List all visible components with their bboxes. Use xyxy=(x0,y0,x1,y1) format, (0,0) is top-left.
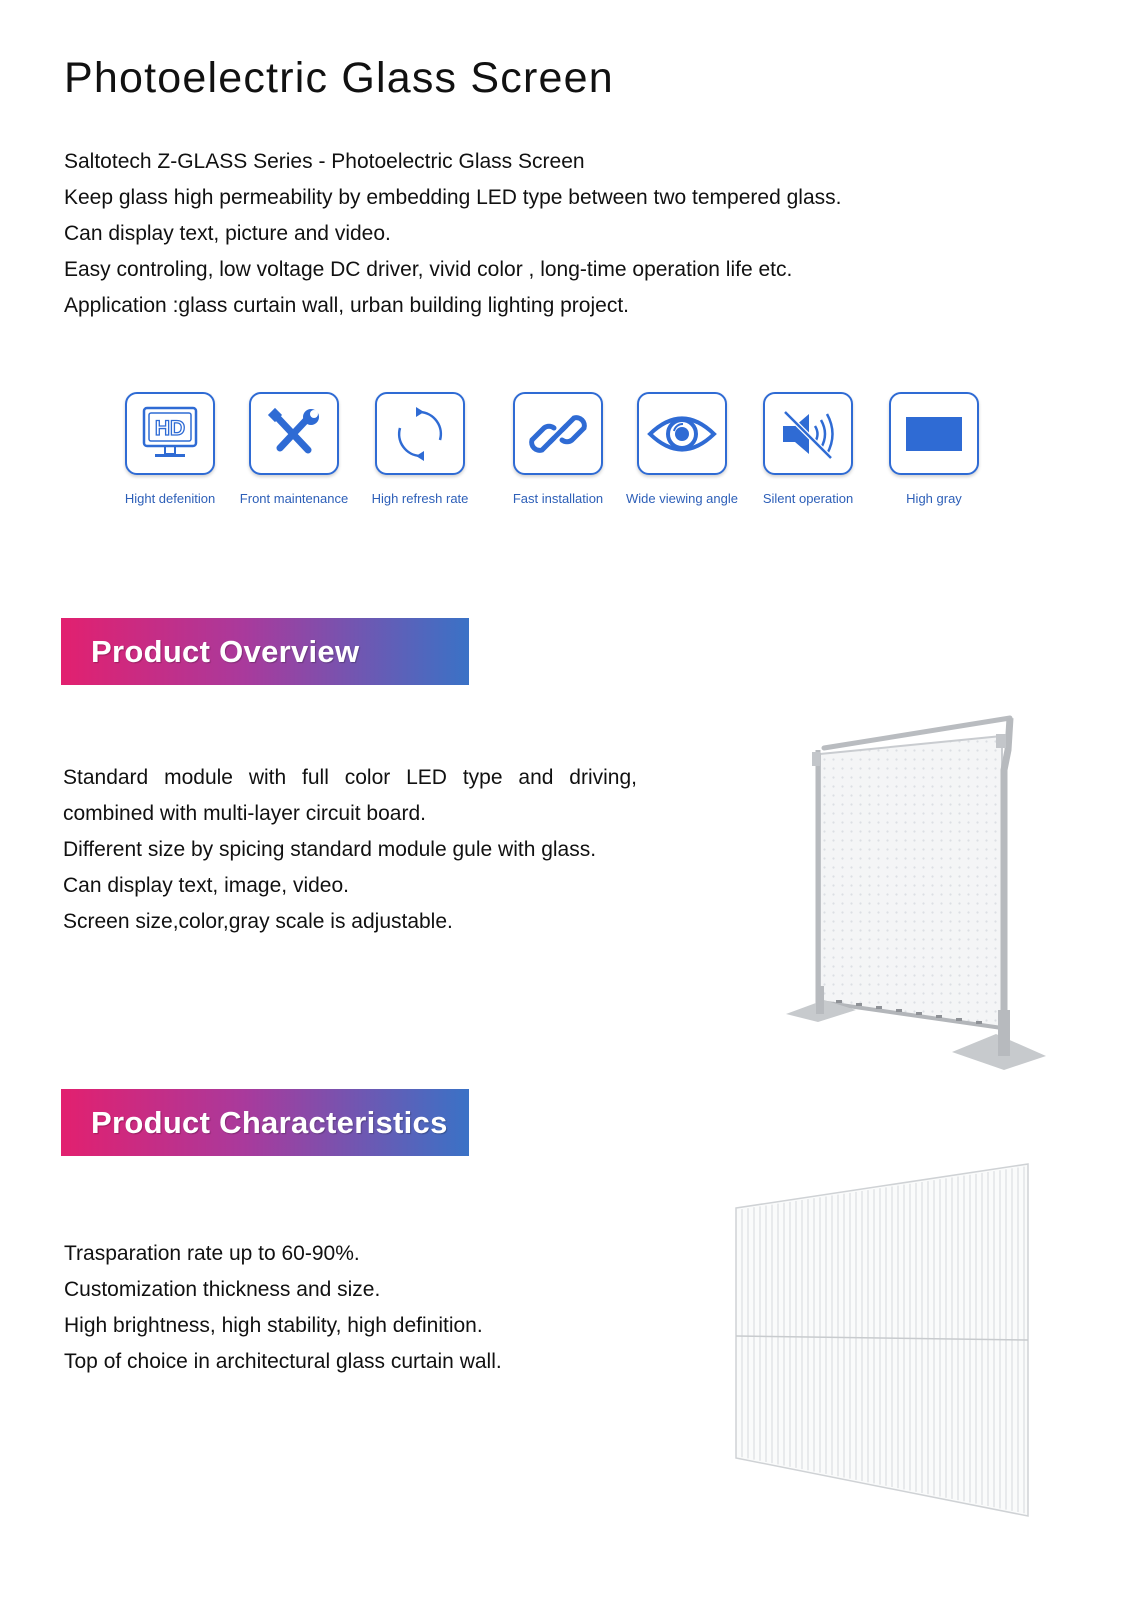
intro-line: Keep glass high permeability by embedding LED type between two tempered glass. xyxy=(64,186,842,209)
tools-icon xyxy=(249,392,339,475)
feature-label: Wide viewing angle xyxy=(625,491,738,506)
characteristics-text xyxy=(64,1236,502,1380)
mute-speaker-icon xyxy=(763,392,853,475)
feature-icons-row xyxy=(108,392,1008,532)
section-heading: Product Characteristics xyxy=(91,1104,448,1140)
characteristics-line: High brightness, high stability, high definition. xyxy=(64,1314,483,1337)
intro-line: Easy controling, low voltage DC driver, vivid color , long-time operation life etc. xyxy=(64,258,793,281)
feature-wide-viewing-angle xyxy=(620,392,744,506)
hd-monitor-icon xyxy=(125,392,215,475)
intro-text xyxy=(64,144,841,324)
product-overview-banner xyxy=(61,618,469,685)
product-characteristics-banner xyxy=(61,1089,469,1156)
page-title: Photoelectric Glass Screen xyxy=(64,54,614,102)
overview-line: Different size by spicing standard module gule with glass. xyxy=(63,838,597,861)
characteristics-line: Customization thickness and size. xyxy=(64,1278,381,1301)
feature-fast-installation xyxy=(496,392,620,506)
feature-label: Front maintenance xyxy=(239,491,349,506)
characteristics-line: Top of choice in architectural glass curtain wall. xyxy=(64,1350,502,1373)
intro-line: Saltotech Z-GLASS Series - Photoelectric Glass Screen xyxy=(64,150,585,173)
eye-icon xyxy=(637,392,727,475)
feature-high-gray xyxy=(872,392,996,506)
chain-link-icon xyxy=(513,392,603,475)
led-strip-panel-image xyxy=(730,1160,1034,1522)
feature-front-maintenance xyxy=(232,392,356,506)
feature-label: High gray xyxy=(906,491,962,506)
overview-line: Can display text, image, video. xyxy=(63,874,349,897)
characteristics-line: Trasparation rate up to 60-90%. xyxy=(64,1242,360,1265)
overview-line: combined with multi-layer circuit board. xyxy=(63,802,426,825)
feature-label: Silent operation xyxy=(762,491,854,506)
feature-label: Hight defenition xyxy=(124,491,216,506)
feature-high-definition xyxy=(108,392,232,506)
svg-text:HD: HD xyxy=(154,416,186,440)
feature-high-refresh-rate xyxy=(358,392,482,506)
section-heading: Product Overview xyxy=(91,633,360,669)
feature-label: Fast installation xyxy=(512,491,604,506)
overview-text xyxy=(63,760,637,940)
gray-block-icon xyxy=(889,392,979,475)
feature-silent-operation xyxy=(746,392,870,506)
intro-line: Application :glass curtain wall, urban building lighting project. xyxy=(64,294,629,317)
feature-label: High refresh rate xyxy=(371,491,469,506)
overview-line: Standard module with full color LED type and driving, xyxy=(63,766,637,789)
intro-line: Can display text, picture and video. xyxy=(64,222,391,245)
refresh-icon xyxy=(375,392,465,475)
glass-screen-stand-image xyxy=(784,710,1048,1070)
overview-line: Screen size,color,gray scale is adjustable. xyxy=(63,910,453,933)
